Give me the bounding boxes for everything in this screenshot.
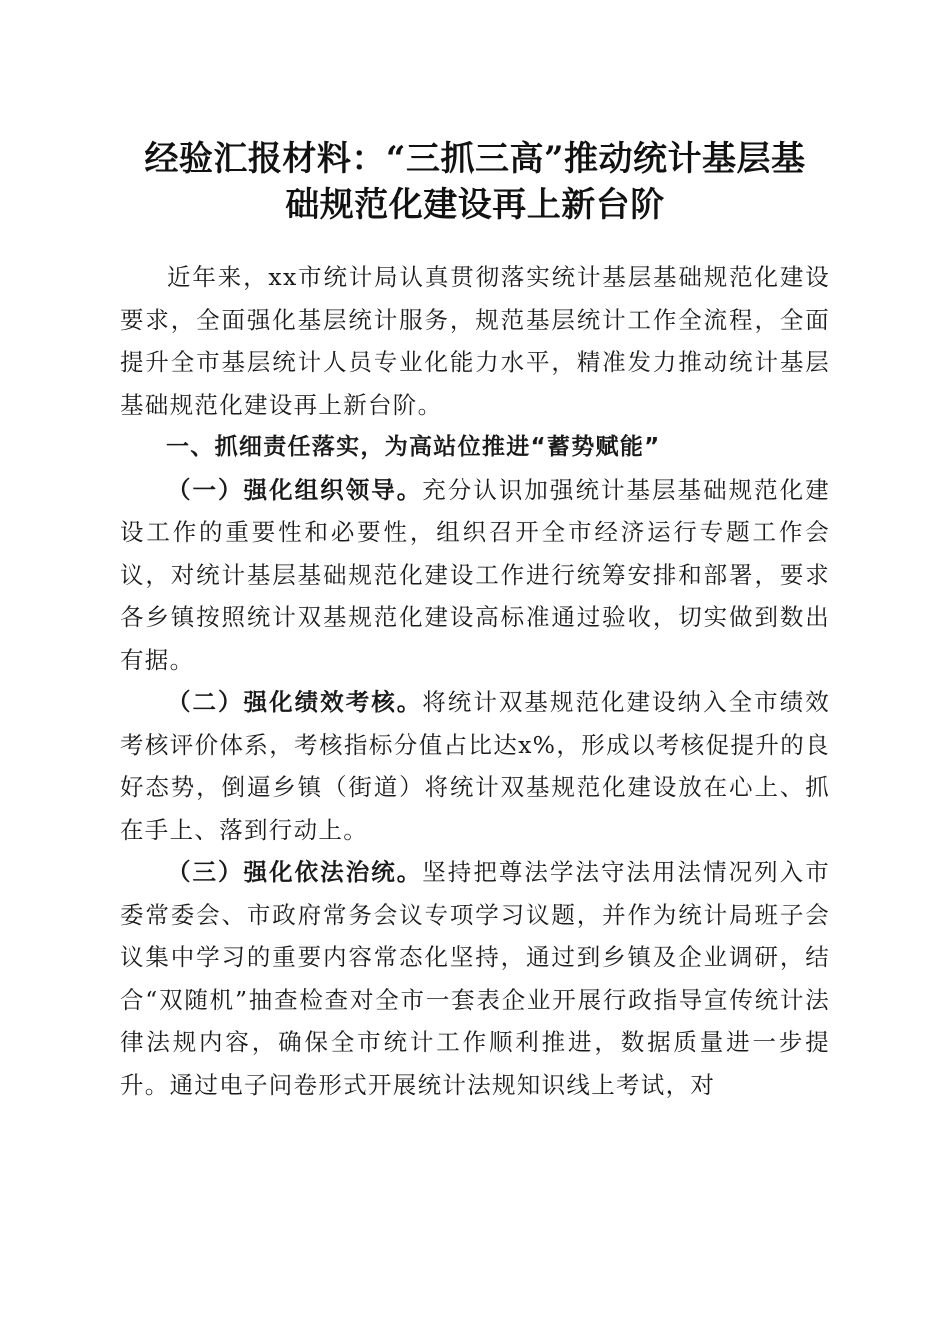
- item-paragraph-2: [120, 681, 830, 851]
- item-heading-1: （一）强化组织领导。: [167, 475, 423, 504]
- item-text-1: 充分认识加强统计基层基础规范化建设工作的重要性和必要性，组织召开全市经济运行专题工作会议，对统计基层基础规范化建设工作进行统筹安排和部署，要求各乡镇按照统计双基规范化建设高标准通过验收，切实做到数出有据。: [120, 475, 830, 674]
- document-body: [120, 256, 830, 1106]
- item-paragraph-1: [120, 469, 830, 682]
- item-text-2: 将统计双基规范化建设纳入全市绩效考核评价体系，考核指标分值占比达x%，形成以考核促提升的良好态势，倒逼乡镇（街道）将统计双基规范化建设放在心上、抓在手上、落到行动上。: [120, 688, 830, 844]
- intro-paragraph: 近年来，xx市统计局认真贯彻落实统计基层基础规范化建设要求，全面强化基层统计服务，规范基层统计工作全流程，全面提升全市基层统计人员专业化能力水平，精准发力推动统计基层基础规范化建设再上新台阶。: [120, 263, 830, 419]
- title-line-1: 经验汇报材料：“三抓三高”推动统计基层基: [144, 139, 806, 179]
- title-line-2: 础规范化建设再上新台阶: [285, 185, 665, 225]
- item-heading-3: （三）强化依法治统。: [167, 858, 423, 886]
- item-heading-2: （二）强化绩效考核。: [167, 688, 423, 716]
- document-title: [100, 136, 850, 228]
- item-paragraph-3: [120, 851, 830, 1106]
- item-text-3: 坚持把尊法学法守法用法情况列入市委常委会、市政府常务会议专项学习议题，并作为统计局班子会议集中学习的重要内容常态化坚持，通过到乡镇及企业调研，结合“双随机”抽查检查对全市一套表企业开展行政指导宣传统计法律法规内容，确保全市统计工作顺利推进，数据质量进一步提升。通过电子问卷形式开展统计法规知识线上考试，对: [120, 858, 830, 1099]
- section-heading-1: 一、抓细责任落实，为高站位推进“蓄势赋能”: [166, 434, 661, 460]
